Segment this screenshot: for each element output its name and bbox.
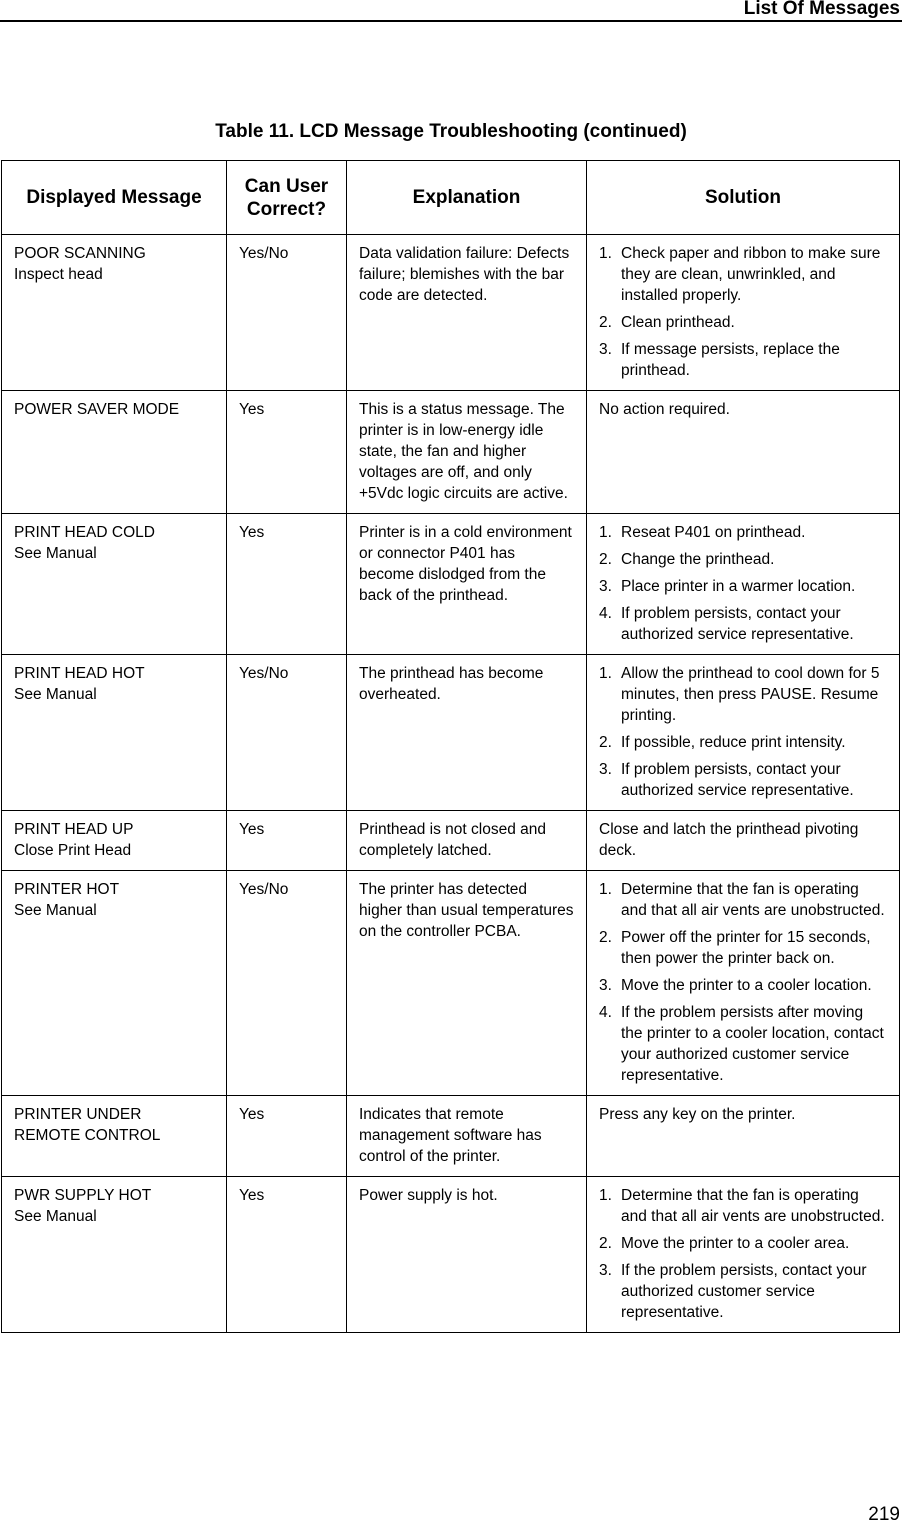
cell-solution (587, 514, 900, 655)
step-number: 3. (599, 977, 612, 994)
cell-can-user-correct: Yes (227, 391, 347, 514)
message-line: Inspect head (14, 266, 103, 283)
step-number: 2. (599, 929, 612, 946)
cell-displayed-message (2, 235, 227, 391)
step-text: Move the printer to a cooler area. (621, 1235, 850, 1252)
table-row (2, 514, 900, 655)
step-number: 2. (599, 734, 612, 751)
cell-displayed-message (2, 1177, 227, 1333)
table-title: Table 11. LCD Message Troubleshooting (continued) (215, 121, 687, 142)
cell-can-user-correct: Yes (227, 811, 347, 871)
step-number: 3. (599, 341, 612, 358)
message-line: PRINTER UNDER (14, 1106, 142, 1123)
solution-step (599, 312, 887, 333)
message-line: REMOTE CONTROL (14, 1127, 161, 1144)
cell-can-user-correct: Yes (227, 514, 347, 655)
page-number: 219 (868, 1504, 900, 1525)
solution-steps (599, 1185, 887, 1323)
solution-steps (599, 663, 887, 801)
solution-step (599, 975, 887, 996)
cell-explanation: Printer is in a cold environment or connector P401 has become dislodged from the back of the printhead. (347, 514, 587, 655)
step-text: If problem persists, contact your authorized service representative. (621, 761, 854, 799)
cell-displayed-message (2, 871, 227, 1096)
cell-can-user-correct: Yes (227, 1096, 347, 1177)
table-row (2, 1177, 900, 1333)
step-number: 2. (599, 314, 612, 331)
cell-explanation: Indicates that remote management software has control of the printer. (347, 1096, 587, 1177)
solution-step (599, 927, 887, 969)
step-number: 2. (599, 551, 612, 568)
step-text: Change the printhead. (621, 551, 775, 568)
solution-step (599, 1260, 887, 1323)
cell-can-user-correct: Yes (227, 1177, 347, 1333)
solution-steps (599, 522, 887, 645)
step-text: Clean printhead. (621, 314, 735, 331)
cell-can-user-correct: Yes/No (227, 235, 347, 391)
message-line: PRINT HEAD HOT (14, 665, 145, 682)
message-line: PRINT HEAD UP (14, 821, 134, 838)
header-rule (0, 20, 902, 22)
step-number: 3. (599, 578, 612, 595)
message-line: PWR SUPPLY HOT (14, 1187, 152, 1204)
step-text: Allow the printhead to cool down for 5 minutes, then press PAUSE. Resume printing. (621, 665, 880, 724)
cell-solution (587, 235, 900, 391)
solution-step (599, 243, 887, 306)
cell-displayed-message (2, 655, 227, 811)
cell-solution: Close and latch the printhead pivoting deck. (587, 811, 900, 871)
solution-step (599, 549, 887, 570)
cell-explanation: This is a status message. The printer is in low-energy idle state, the fan and higher voltages are off, and only +5Vdc logic circuits are active. (347, 391, 587, 514)
solution-step (599, 603, 887, 645)
solution-step (599, 879, 887, 921)
step-text: Move the printer to a cooler location. (621, 977, 872, 994)
step-text: If problem persists, contact your authorized service representative. (621, 605, 854, 643)
cell-explanation: Power supply is hot. (347, 1177, 587, 1333)
message-line: POOR SCANNING (14, 245, 146, 262)
message-line: See Manual (14, 902, 97, 919)
cell-explanation: Data validation failure: Defects failure; blemishes with the bar code are detected. (347, 235, 587, 391)
step-number: 1. (599, 245, 612, 262)
header-solution: Solution (587, 161, 900, 235)
step-text: If the problem persists, contact your authorized customer service representative. (621, 1262, 867, 1321)
cell-can-user-correct: Yes/No (227, 871, 347, 1096)
solution-step (599, 1233, 887, 1254)
step-number: 1. (599, 524, 612, 541)
header-can-user-correct: Can User Correct? (227, 161, 347, 235)
step-number: 3. (599, 761, 612, 778)
step-number: 4. (599, 1004, 612, 1021)
step-number: 1. (599, 1187, 612, 1204)
cell-can-user-correct: Yes/No (227, 655, 347, 811)
solution-step (599, 759, 887, 801)
solution-step (599, 663, 887, 726)
table-row (2, 871, 900, 1096)
table-row (2, 235, 900, 391)
step-text: Power off the printer for 15 seconds, then power the printer back on. (621, 929, 871, 967)
step-text: If possible, reduce print intensity. (621, 734, 846, 751)
table-row (2, 1096, 900, 1177)
solution-step (599, 339, 887, 381)
message-line: POWER SAVER MODE (14, 401, 180, 418)
step-text: Place printer in a warmer location. (621, 578, 856, 595)
cell-displayed-message (2, 514, 227, 655)
cell-solution: No action required. (587, 391, 900, 514)
step-number: 1. (599, 665, 612, 682)
step-text: Determine that the fan is operating and that all air vents are unobstructed. (621, 1187, 885, 1225)
cell-displayed-message (2, 391, 227, 514)
step-text: If the problem persists after moving the printer to a cooler location, contact your authorized customer service representative. (621, 1004, 884, 1084)
table-row (2, 391, 900, 514)
solution-step (599, 522, 887, 543)
solution-steps (599, 879, 887, 1086)
step-text: If message persists, replace the printhead. (621, 341, 840, 379)
lcd-message-table (1, 160, 900, 1333)
message-line: Close Print Head (14, 842, 132, 859)
solution-step (599, 1185, 887, 1227)
solution-steps (599, 243, 887, 381)
solution-step (599, 732, 887, 753)
message-line: See Manual (14, 1208, 97, 1225)
step-number: 4. (599, 605, 612, 622)
message-line: PRINT HEAD COLD (14, 524, 155, 541)
cell-solution (587, 871, 900, 1096)
step-text: Reseat P401 on printhead. (621, 524, 806, 541)
message-line: See Manual (14, 686, 97, 703)
step-text: Check paper and ribbon to make sure they are clean, unwrinkled, and installed properly. (621, 245, 881, 304)
header-displayed-message: Displayed Message (2, 161, 227, 235)
running-title: List Of Messages (743, 0, 900, 19)
table-header-row (2, 161, 900, 235)
step-number: 2. (599, 1235, 612, 1252)
cell-displayed-message (2, 811, 227, 871)
step-number: 1. (599, 881, 612, 898)
cell-solution (587, 655, 900, 811)
cell-explanation: The printhead has become overheated. (347, 655, 587, 811)
solution-step (599, 576, 887, 597)
table-row (2, 655, 900, 811)
step-number: 3. (599, 1262, 612, 1279)
cell-solution: Press any key on the printer. (587, 1096, 900, 1177)
cell-explanation: Printhead is not closed and completely latched. (347, 811, 587, 871)
table-row (2, 811, 900, 871)
solution-step (599, 1002, 887, 1086)
step-text: Determine that the fan is operating and that all air vents are unobstructed. (621, 881, 885, 919)
header-explanation: Explanation (347, 161, 587, 235)
cell-displayed-message (2, 1096, 227, 1177)
message-line: PRINTER HOT (14, 881, 120, 898)
cell-solution (587, 1177, 900, 1333)
message-line: See Manual (14, 545, 97, 562)
cell-explanation: The printer has detected higher than usual temperatures on the controller PCBA. (347, 871, 587, 1096)
